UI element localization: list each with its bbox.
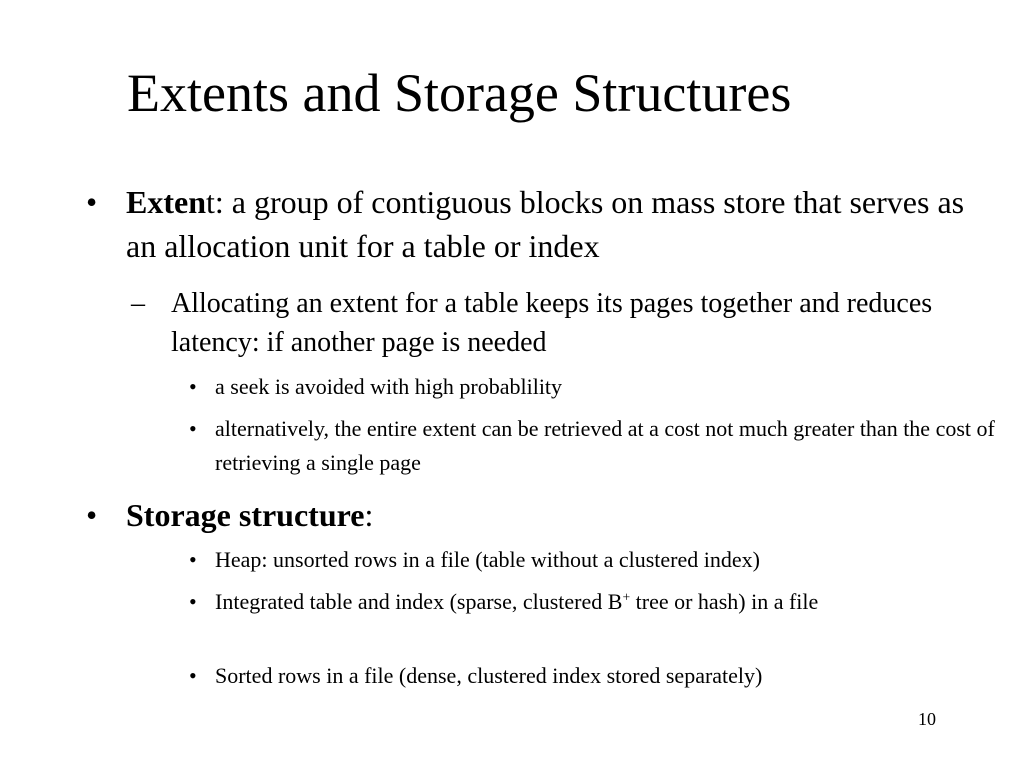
term-extent-rest: t [206,184,215,220]
subsubbullet-integrated [189,585,1005,619]
bullet-marker: • [189,589,197,614]
storage-colon: : [364,497,374,533]
extent-definition: : a group of contiguous blocks on mass store that serves as an allocation unit for a table or index [126,184,965,264]
bullet-marker: • [86,184,98,220]
slide-title: Extents and Storage Structures [127,63,792,123]
bullet-marker: • [189,416,197,441]
subsubbullet-alternatively [189,412,1005,480]
integrated-text-before: Integrated table and index (sparse, clustered B [215,589,623,614]
bullet-marker: • [86,497,98,533]
allocating-text: Allocating an extent for a table keeps its pages together and reduces latency: if another page is needed [171,288,933,358]
subsubbullet-sorted [189,659,1005,693]
bullet-marker: • [189,374,197,399]
slide-number: 10 [918,709,936,729]
bullet-storage-structure [86,493,986,537]
dash-marker: – [131,288,145,319]
heap-text: Heap: unsorted rows in a file (table without a clustered index) [215,547,760,572]
integrated-text-after: tree or hash) in a file [630,589,819,614]
subbullet-allocating [131,284,991,362]
term-storage-structure: Storage structure [126,497,365,533]
sorted-text: Sorted rows in a file (dense, clustered index stored separately) [215,663,763,688]
subsubbullet-heap [189,543,1005,577]
bullet-extent [86,180,986,268]
bullet-marker: • [189,663,197,688]
superscript-plus: + [622,589,631,605]
alternatively-text: alternatively, the entire extent can be retrieved at a cost not much greater than the cost of retrieving a single page [215,416,995,475]
bullet-marker: • [189,547,197,572]
term-extent-bold: Exten [126,184,206,220]
seek-text: a seek is avoided with high probablility [215,374,563,399]
subsubbullet-seek [189,370,1005,404]
